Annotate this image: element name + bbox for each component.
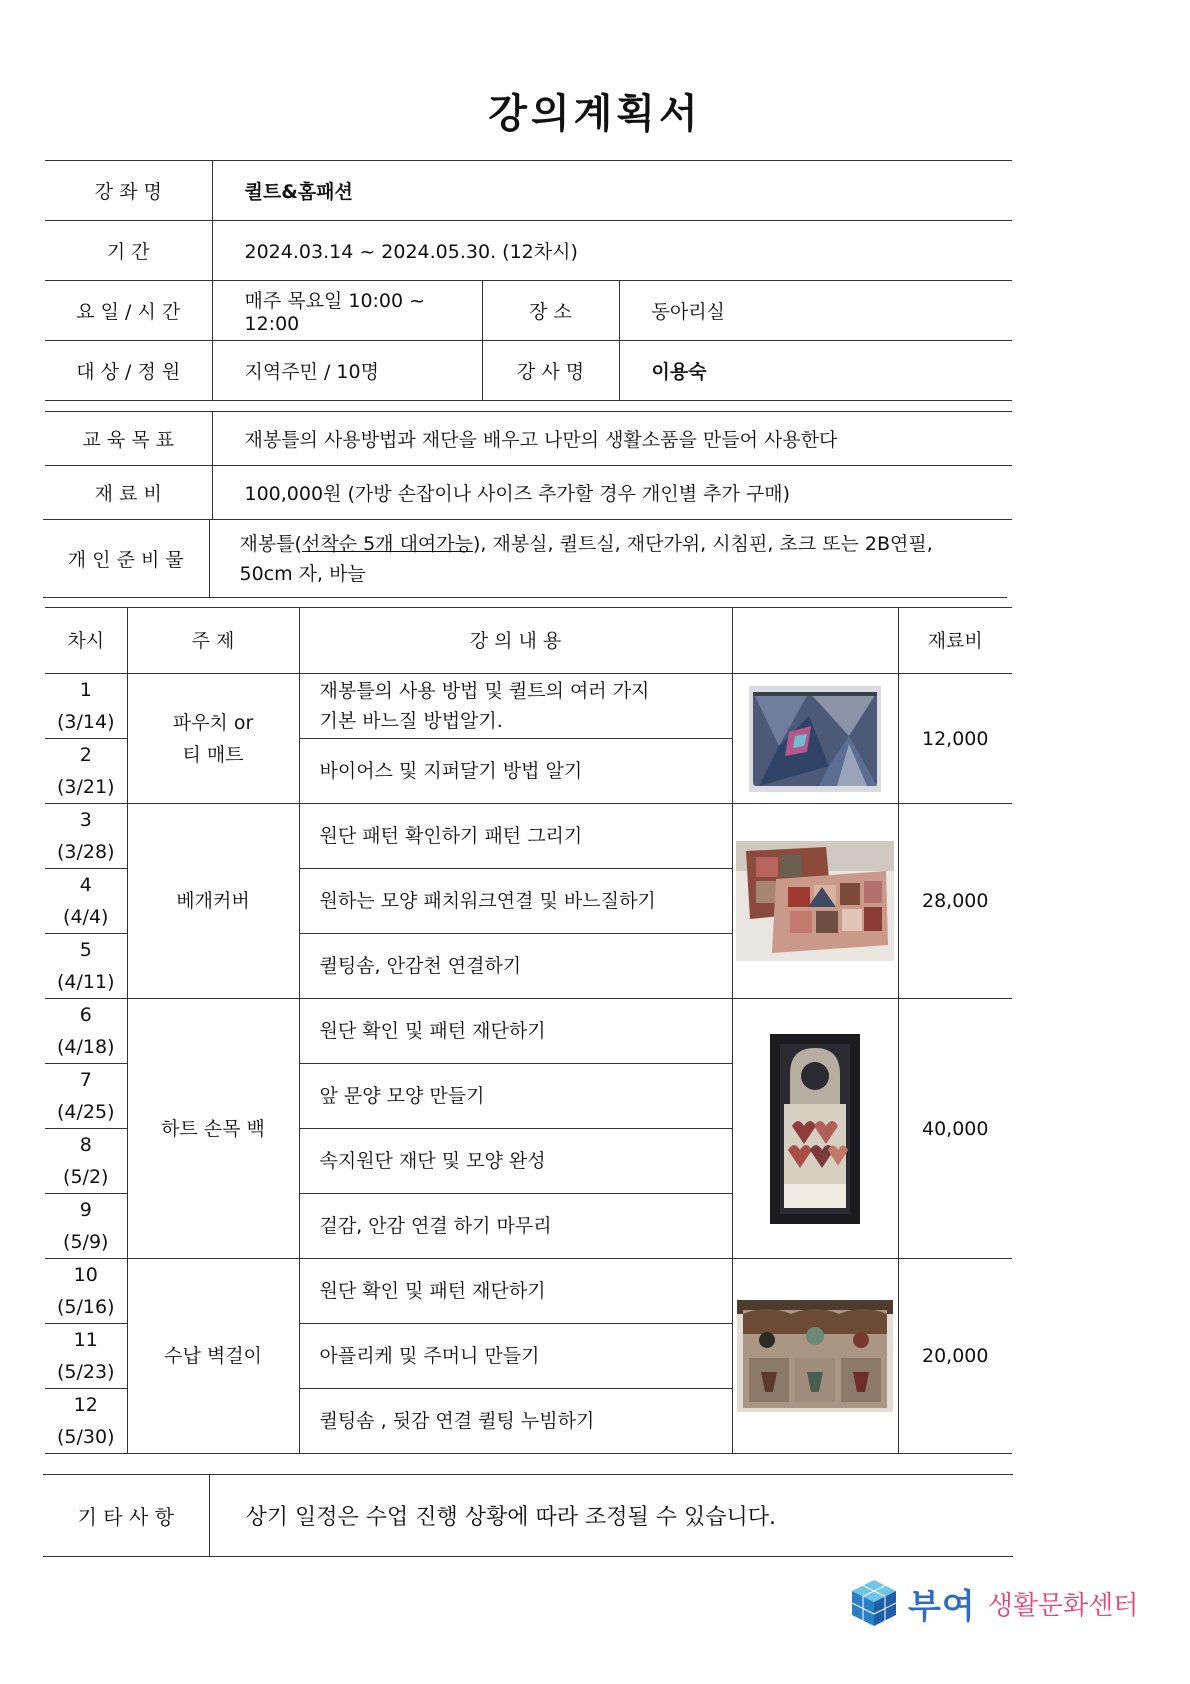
session-date: (5/30) bbox=[57, 1426, 115, 1448]
session-date: (4/4) bbox=[63, 906, 109, 928]
session-no: 5 bbox=[79, 939, 92, 961]
session-no: 12 bbox=[73, 1394, 98, 1416]
teacher-value: 이용숙 bbox=[619, 341, 1012, 401]
session-date: (4/18) bbox=[57, 1036, 115, 1058]
teacher-label: 강 사 명 bbox=[482, 341, 619, 401]
table-row bbox=[45, 999, 1012, 1064]
period-label: 기 간 bbox=[45, 221, 212, 281]
session-date: (5/16) bbox=[57, 1296, 115, 1318]
session-no: 4 bbox=[79, 874, 92, 896]
schedule-table bbox=[45, 607, 1012, 1454]
place-label: 장 소 bbox=[482, 281, 619, 341]
prep-text-b: ), 재봉실, 퀼트실, 재단가위, 시침핀, 초크 또는 2B연필, bbox=[472, 532, 933, 555]
table-row bbox=[45, 674, 1012, 739]
topic-name-line2: 티 매트 bbox=[182, 743, 244, 766]
header-image bbox=[732, 608, 898, 674]
lesson-content: 원단 확인 및 패턴 재단하기 bbox=[299, 999, 732, 1064]
topic-name: 수납 벽걸이 bbox=[127, 1259, 299, 1454]
prep-text-a: 재봉틀( bbox=[239, 532, 302, 555]
cube-logo-icon bbox=[850, 1578, 898, 1628]
lesson-content: 원하는 모양 패치워크연결 및 바느질하기 bbox=[299, 869, 732, 934]
lesson-content: 바이어스 및 지퍼달기 방법 알기 bbox=[299, 739, 732, 804]
session-no: 6 bbox=[79, 1004, 92, 1026]
heart-bag-photo bbox=[770, 1034, 860, 1224]
topic-name: 베개커버 bbox=[127, 804, 299, 999]
lesson-content: 퀼팅솜, 안감천 연결하기 bbox=[299, 934, 732, 999]
lesson-content: 아플리케 및 주머니 만들기 bbox=[299, 1324, 732, 1389]
lesson-content: 재봉틀의 사용 방법 및 퀼트의 여러 가지 bbox=[319, 680, 650, 702]
product-image-cell bbox=[732, 1259, 898, 1454]
material-fee: 12,000 bbox=[898, 674, 1012, 804]
notes-value: 상기 일정은 수업 진행 상황에 따라 조정될 수 있습니다. bbox=[209, 1475, 1013, 1557]
document-title: 강의계획서 bbox=[488, 91, 702, 137]
goal-label: 교 육 목 표 bbox=[45, 412, 212, 466]
topic-name: 파우치 or bbox=[172, 711, 254, 734]
prep-value bbox=[209, 520, 1007, 598]
session-date: (4/25) bbox=[57, 1101, 115, 1123]
lesson-content-line2: 기본 바느질 방법알기. bbox=[319, 710, 503, 732]
table-row bbox=[45, 1259, 1012, 1324]
prep-label: 개 인 준 비 물 bbox=[43, 520, 209, 598]
fee-value: 100,000원 (가방 손잡이나 사이즈 추가할 경우 개인별 추가 구매) bbox=[212, 466, 1012, 520]
place-value: 동아리실 bbox=[619, 281, 1012, 341]
logo-name: 부여 bbox=[908, 1586, 976, 1627]
material-fee: 40,000 bbox=[898, 999, 1012, 1259]
lesson-content: 원단 패턴 확인하기 패턴 그리기 bbox=[299, 804, 732, 869]
session-date: (3/14) bbox=[57, 711, 115, 733]
lesson-content: 앞 문양 모양 만들기 bbox=[299, 1064, 732, 1129]
session-date: (5/9) bbox=[63, 1231, 109, 1253]
lesson-content: 속지원단 재단 및 모양 완성 bbox=[299, 1129, 732, 1194]
center-logo bbox=[850, 1578, 1138, 1628]
session-no: 3 bbox=[79, 809, 92, 831]
topic-name: 하트 손목 백 bbox=[127, 999, 299, 1259]
session-no: 11 bbox=[73, 1329, 98, 1351]
lesson-content: 퀼팅솜 , 뒷감 연결 퀼팅 누빔하기 bbox=[299, 1389, 732, 1454]
session-no: 10 bbox=[73, 1264, 98, 1286]
header-topic: 주 제 bbox=[127, 608, 299, 674]
product-image-cell bbox=[732, 999, 898, 1259]
pouch-photo bbox=[749, 686, 881, 792]
course-value: 퀼트&홈패션 bbox=[212, 161, 1012, 221]
wall-organizer-photo bbox=[737, 1300, 893, 1412]
goal-table bbox=[45, 411, 1012, 520]
course-label: 강 좌 명 bbox=[45, 161, 212, 221]
session-date: (3/28) bbox=[57, 841, 115, 863]
material-fee: 28,000 bbox=[898, 804, 1012, 999]
header-fee: 재료비 bbox=[898, 608, 1012, 674]
goal-value: 재봉틀의 사용방법과 재단을 배우고 나만의 생활소품을 만들어 사용한다 bbox=[212, 412, 1012, 466]
table-row bbox=[45, 804, 1012, 869]
lesson-content: 겉감, 안감 연결 하기 마무리 bbox=[299, 1194, 732, 1259]
fee-label: 재 료 비 bbox=[45, 466, 212, 520]
session-no: 9 bbox=[79, 1199, 92, 1221]
session-date: (3/21) bbox=[57, 776, 115, 798]
lesson-content: 원단 확인 및 패턴 재단하기 bbox=[299, 1259, 732, 1324]
day-time-label: 요 일 / 시 간 bbox=[45, 281, 212, 341]
product-image-cell bbox=[732, 804, 898, 999]
prep-text-underlined: 선착순 5개 대여가능 bbox=[301, 532, 473, 555]
pillow-photo bbox=[736, 841, 894, 961]
prep-table bbox=[43, 519, 1007, 598]
notes-label: 기 타 사 항 bbox=[43, 1475, 209, 1557]
product-image-cell bbox=[732, 674, 898, 804]
session-no: 2 bbox=[79, 744, 92, 766]
session-no: 8 bbox=[79, 1134, 92, 1156]
header-no: 차시 bbox=[45, 608, 127, 674]
course-info-table bbox=[45, 160, 1012, 401]
header-content: 강 의 내 용 bbox=[299, 608, 732, 674]
material-fee: 20,000 bbox=[898, 1259, 1012, 1454]
day-time-value: 매주 목요일 10:00 ~ 12:00 bbox=[212, 281, 482, 341]
session-no: 7 bbox=[79, 1069, 92, 1091]
prep-text-c: 50cm 자, 바늘 bbox=[239, 562, 366, 585]
session-date: (5/23) bbox=[57, 1361, 115, 1383]
notes-table bbox=[43, 1474, 1013, 1557]
session-date: (4/11) bbox=[57, 971, 115, 993]
target-label: 대 상 / 정 원 bbox=[45, 341, 212, 401]
target-value: 지역주민 / 10명 bbox=[212, 341, 482, 401]
logo-subtitle: 생활문화센터 bbox=[987, 1590, 1139, 1621]
session-date: (5/2) bbox=[63, 1166, 109, 1188]
session-no: 1 bbox=[79, 679, 92, 701]
period-value: 2024.03.14 ~ 2024.05.30. (12차시) bbox=[212, 221, 1012, 281]
